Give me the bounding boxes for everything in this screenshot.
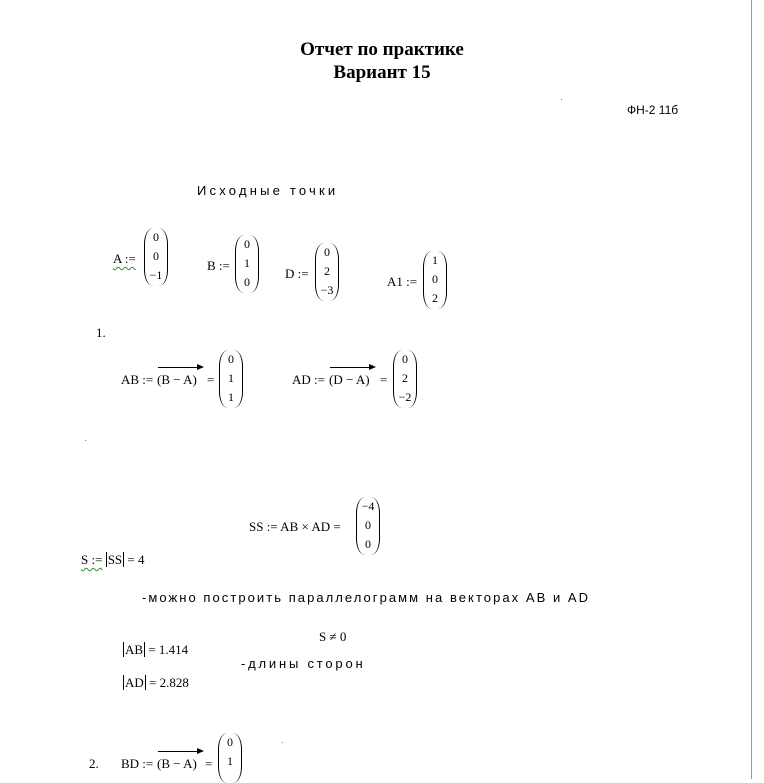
- matrix-cell: −4: [361, 499, 375, 513]
- vector-arrow-line: [330, 367, 370, 368]
- side-lengths-note: -длины сторон: [241, 656, 366, 671]
- ad-definition-lhs: AD :=: [292, 372, 325, 387]
- point-d-label: D :=: [285, 266, 309, 281]
- matrix-cell: 2: [324, 264, 330, 278]
- point-b-vector: [235, 235, 259, 293]
- point-a-label: [113, 251, 136, 267]
- report-title: Отчет по практике: [300, 39, 464, 60]
- stray-dot: [561, 99, 562, 100]
- ad-length: [123, 675, 189, 691]
- matrix-cell: 0: [324, 245, 330, 259]
- ad-vector: [393, 350, 417, 408]
- page-border: [751, 0, 752, 779]
- vector-arrow-line: [158, 751, 198, 752]
- stray-dot: [85, 440, 86, 441]
- matrix-cell: 0: [228, 352, 234, 366]
- area-lhs: S :=: [81, 552, 103, 567]
- bd-equals: =: [205, 756, 213, 771]
- ad-norm: AD: [125, 675, 144, 690]
- ab-expression: (B − A): [157, 372, 197, 387]
- ss-vector: [356, 497, 380, 555]
- ad-length-value: = 2.828: [149, 675, 189, 690]
- matrix-cell: 1: [227, 754, 233, 768]
- matrix-cell: 0: [365, 518, 371, 532]
- ad-expression: (D − A): [329, 372, 370, 387]
- point-a1-vector: [423, 251, 447, 309]
- matrix-cell: 1: [228, 390, 234, 404]
- matrix-cell: 0: [153, 249, 159, 263]
- ab-length-value: = 1.414: [148, 642, 189, 657]
- ad-equals: =: [380, 372, 388, 387]
- s-not-zero: S ≠ 0: [319, 629, 347, 644]
- matrix-cell: −2: [398, 390, 412, 404]
- matrix-cell: 0: [244, 237, 250, 251]
- initial-points-heading: Исходные точки: [197, 183, 339, 198]
- vector-arrow-head: [369, 364, 376, 370]
- bd-expression: (B − A): [157, 756, 197, 771]
- stray-dot: [282, 742, 283, 743]
- vector-arrow-head: [197, 748, 204, 754]
- point-d-vector: [315, 243, 339, 301]
- ab-length: [123, 642, 188, 658]
- area-definition: [81, 552, 145, 568]
- matrix-cell: 0: [432, 272, 438, 286]
- matrix-cell: 1: [244, 256, 250, 270]
- point-a1-label: A1 :=: [387, 274, 418, 289]
- vector-arrow-line: [158, 367, 198, 368]
- step-1-number: 1.: [96, 325, 106, 340]
- matrix-cell: 2: [402, 371, 408, 385]
- point-a-vector: [144, 228, 168, 286]
- area-result: = 4: [127, 552, 145, 567]
- point-a-name: A :=: [113, 251, 136, 266]
- matrix-cell: −3: [320, 283, 334, 297]
- matrix-cell: 1: [228, 371, 234, 385]
- matrix-cell: 1: [432, 253, 438, 267]
- matrix-cell: 0: [153, 230, 159, 244]
- cross-product-expression: SS := AB × AD =: [249, 519, 341, 534]
- ab-definition-lhs: AB :=: [121, 372, 154, 387]
- matrix-cell: 0: [365, 537, 371, 551]
- group-label: ФН-2 11б: [627, 103, 679, 117]
- matrix-cell: −1: [149, 268, 163, 282]
- bd-definition-lhs: BD :=: [121, 756, 154, 771]
- matrix-cell: 0: [227, 735, 233, 749]
- matrix-cell: 2: [432, 291, 438, 305]
- vector-arrow-head: [197, 364, 204, 370]
- matrix-cell: 0: [402, 352, 408, 366]
- ss-norm: SS: [107, 552, 123, 567]
- matrix-cell: 0: [244, 275, 250, 289]
- ab-vector: [219, 350, 243, 408]
- parallelogram-note: -можно построить параллелограмм на векторах АВ и AD: [142, 590, 591, 605]
- variant-title: Вариант 15: [333, 62, 431, 83]
- point-b-label: B :=: [207, 258, 230, 273]
- ab-norm: AB: [125, 642, 144, 657]
- ab-equals: =: [207, 372, 215, 387]
- step-2-number: 2.: [89, 756, 99, 771]
- bd-vector: [218, 733, 242, 783]
